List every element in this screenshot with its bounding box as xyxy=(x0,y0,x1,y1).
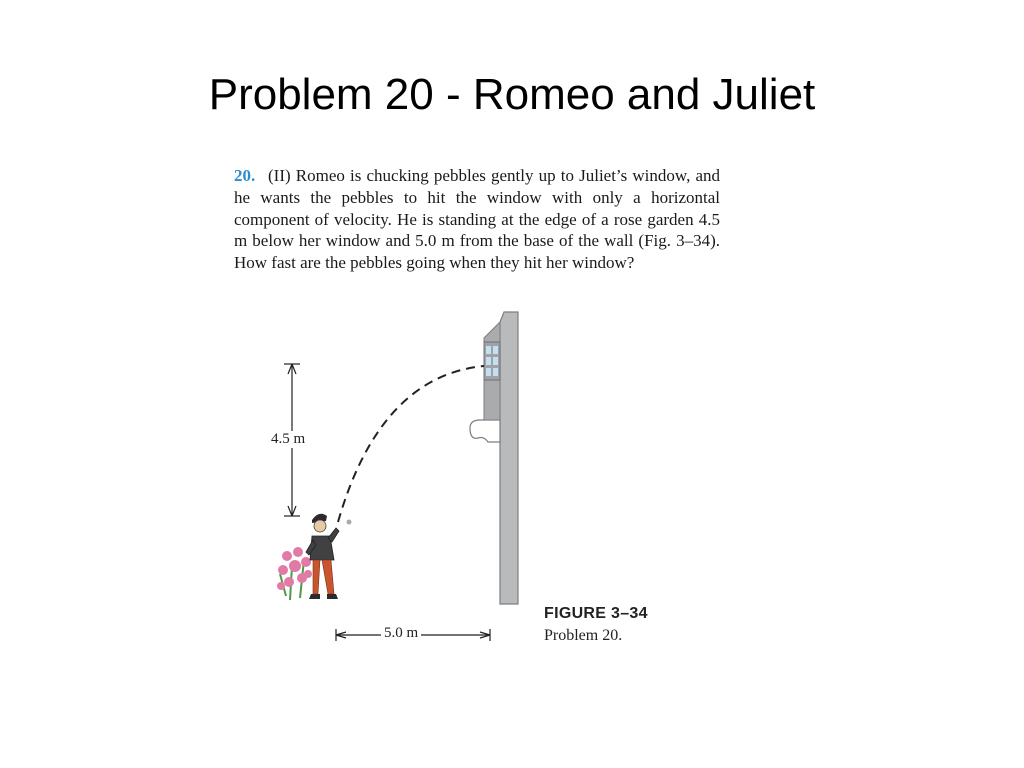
figure-caption-subtitle: Problem 20. xyxy=(544,627,623,644)
height-label: 4.5 m xyxy=(268,431,308,448)
rose-bush xyxy=(277,547,312,600)
problem-number: 20. xyxy=(234,166,256,185)
pebble-trajectory xyxy=(338,366,484,522)
problem-text: (II) Romeo is chucking pebbles gently up to Juliet’s window, and he wants the pebbles to hit the window with only a horizontal component of velocity. He is standing at the edge of a rose garden 4.5 m below her window and 5.0 m from the base of the wall (Fig. 3–34). How fast are the pebbles going when they hit her window? xyxy=(234,166,720,273)
figure-caption-title: FIGURE 3–34 xyxy=(544,605,648,622)
romeo-figure xyxy=(306,514,352,599)
juliet-window xyxy=(484,342,500,380)
distance-label: 5.0 m xyxy=(381,625,421,642)
slide-title: Problem 20 - Romeo and Juliet xyxy=(208,70,816,119)
